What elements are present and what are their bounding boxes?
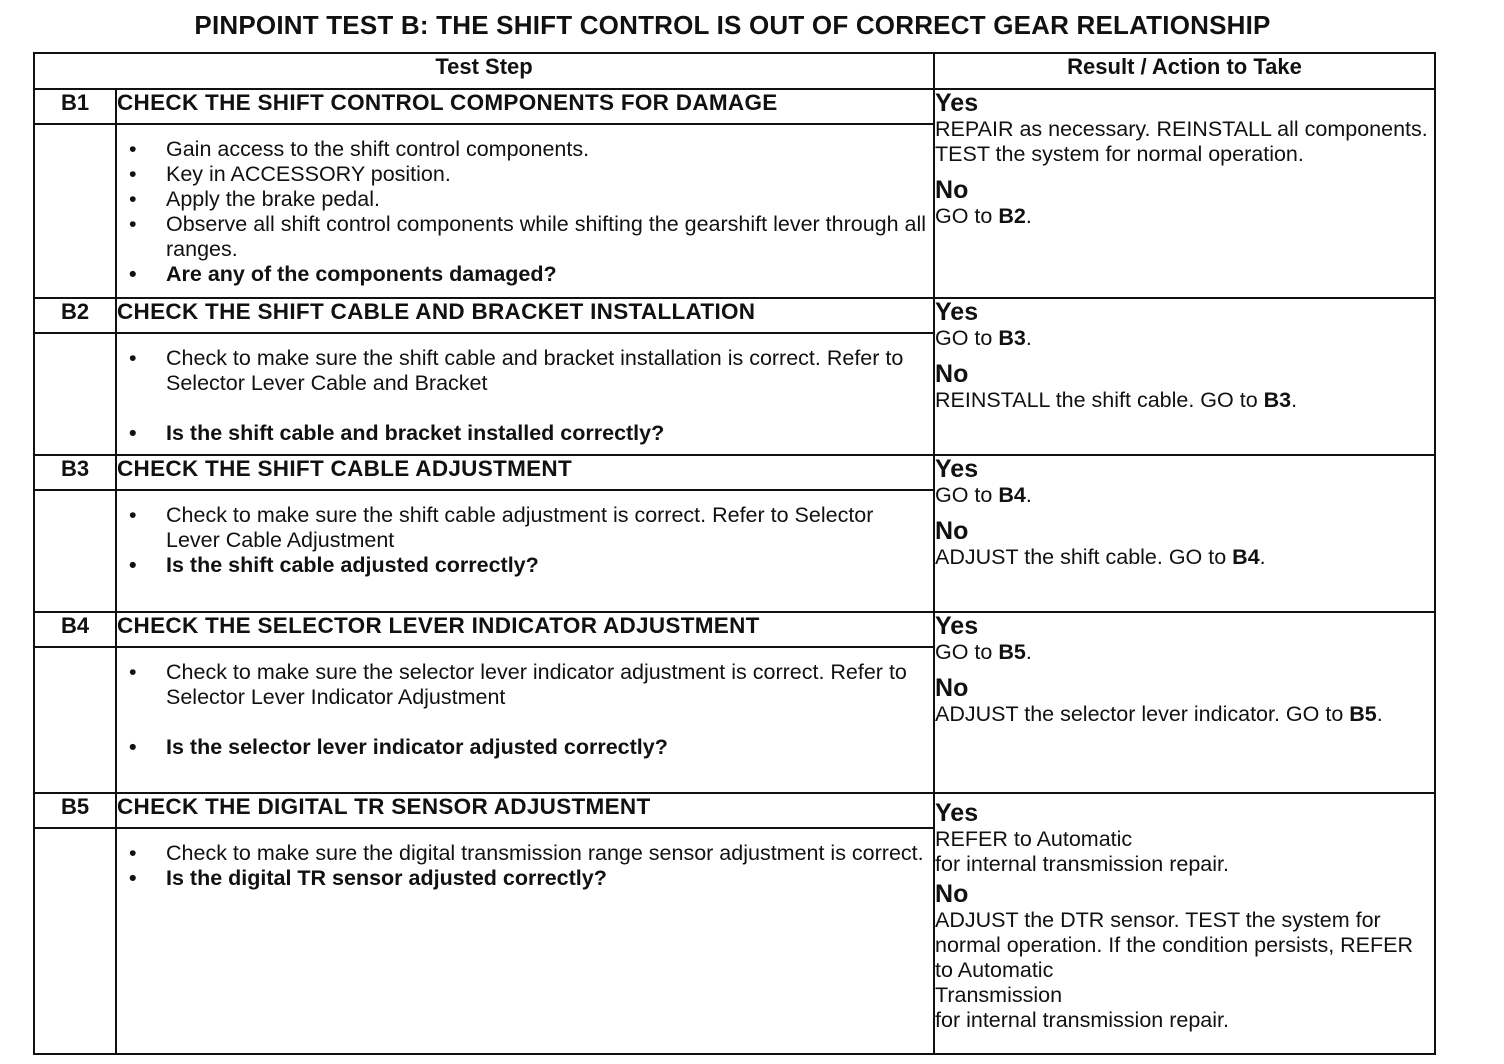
step-b5-body <box>116 828 934 1054</box>
list-item: • Gain access to the shift control components. <box>117 137 933 162</box>
step-b5-heading-row <box>34 793 1435 828</box>
step-b3-body <box>116 490 934 612</box>
no-label: No <box>935 176 969 204</box>
step-ref: B5 <box>1349 702 1377 726</box>
yes-action: GO to B3. <box>935 326 1032 350</box>
header-result-action: Result / Action to Take <box>934 53 1435 89</box>
page-title: PINPOINT TEST B: THE SHIFT CONTROL IS OUT OF CORRECT GEAR RELATIONSHIP <box>194 10 1271 40</box>
step-b3-heading-row <box>34 455 1435 490</box>
step-id-b2: B2 <box>34 298 116 333</box>
yes-action: GO to B4. <box>935 483 1032 507</box>
list-item: • Key in ACCESSORY position. <box>117 162 933 187</box>
step-ref: B5 <box>998 640 1026 664</box>
step-b2-heading-row <box>34 298 1435 333</box>
yes-action: REFER to Automatic for internal transmission repair. <box>935 827 1229 876</box>
yes-action: GO to B5. <box>935 640 1032 664</box>
step-b1-heading: CHECK THE SHIFT CONTROL COMPONENTS FOR DAMAGE <box>116 89 934 124</box>
list-item: • Observe all shift control components while shifting the gearshift lever through all ranges. <box>117 212 933 262</box>
step-b4-heading-row <box>34 612 1435 647</box>
no-action: GO to B2. <box>935 204 1032 228</box>
no-label: No <box>935 360 969 388</box>
step-ref: B4 <box>1232 545 1260 569</box>
question-item: • Are any of the components damaged? <box>117 262 933 287</box>
no-action: ADJUST the shift cable. GO to B4. <box>935 545 1266 569</box>
step-id-b5: B5 <box>34 793 116 828</box>
step-b4-result <box>934 612 1435 793</box>
step-id-b4: B4 <box>34 612 116 647</box>
list-item: • Apply the brake pedal. <box>117 187 933 212</box>
step-b2-result <box>934 298 1435 455</box>
step-id-b1: B1 <box>34 89 116 124</box>
no-action: ADJUST the DTR sensor. TEST the system for normal operation. If the condition persists, REFER to Automatic Transmission for internal transmission repair. <box>935 908 1414 1032</box>
step-b1-heading-row <box>34 89 1435 124</box>
yes-label: Yes <box>935 612 979 640</box>
step-ref: B3 <box>998 326 1026 350</box>
question-item: • Is the shift cable and bracket installed correctly? <box>117 421 933 446</box>
yes-label: Yes <box>935 799 979 827</box>
step-id-b3: B3 <box>34 455 116 490</box>
question-item: • Is the selector lever indicator adjusted correctly? <box>117 735 933 760</box>
step-b4-heading: CHECK THE SELECTOR LEVER INDICATOR ADJUSTMENT <box>116 612 934 647</box>
step-b4-body <box>116 647 934 793</box>
pinpoint-test-table <box>33 52 1436 1055</box>
yes-label: Yes <box>935 455 979 483</box>
list-item: • Check to make sure the digital transmission range sensor adjustment is correct. <box>117 841 933 866</box>
step-b2-heading: CHECK THE SHIFT CABLE AND BRACKET INSTALLATION <box>116 298 934 333</box>
no-action: REINSTALL the shift cable. GO to B3. <box>935 388 1298 412</box>
step-ref: B3 <box>1263 388 1292 412</box>
step-b5-result <box>934 793 1435 1054</box>
step-b3-result <box>934 455 1435 612</box>
header-row <box>34 53 1435 89</box>
list-item: • Check to make sure the shift cable and bracket installation is correct. Refer to Selector Lever Cable and Bracket <box>117 346 933 396</box>
step-ref: B4 <box>998 483 1026 507</box>
no-label: No <box>935 517 969 545</box>
no-action: ADJUST the selector lever indicator. GO to B5. <box>935 702 1383 726</box>
step-b2-body <box>116 333 934 455</box>
step-b1-body <box>116 124 934 298</box>
question-item: • Is the shift cable adjusted correctly? <box>117 553 933 578</box>
question-item: • Is the digital TR sensor adjusted correctly? <box>117 866 933 891</box>
step-b5-heading: CHECK THE DIGITAL TR SENSOR ADJUSTMENT <box>116 793 934 828</box>
step-b3-heading: CHECK THE SHIFT CABLE ADJUSTMENT <box>116 455 934 490</box>
list-item: • Check to make sure the selector lever indicator adjustment is correct. Refer to Selector Lever Indicator Adjustment <box>117 660 933 710</box>
header-test-step: Test Step <box>34 53 934 89</box>
yes-action: REPAIR as necessary. REINSTALL all components. TEST the system for normal operation. <box>935 117 1428 166</box>
yes-label: Yes <box>935 89 979 117</box>
step-ref: B2 <box>998 204 1026 228</box>
list-item: • Check to make sure the shift cable adjustment is correct. Refer to Selector Lever Cable Adjustment <box>117 503 933 553</box>
yes-label: Yes <box>935 298 979 326</box>
no-label: No <box>935 674 969 702</box>
step-b1-result <box>934 89 1435 298</box>
no-label: No <box>935 880 969 908</box>
